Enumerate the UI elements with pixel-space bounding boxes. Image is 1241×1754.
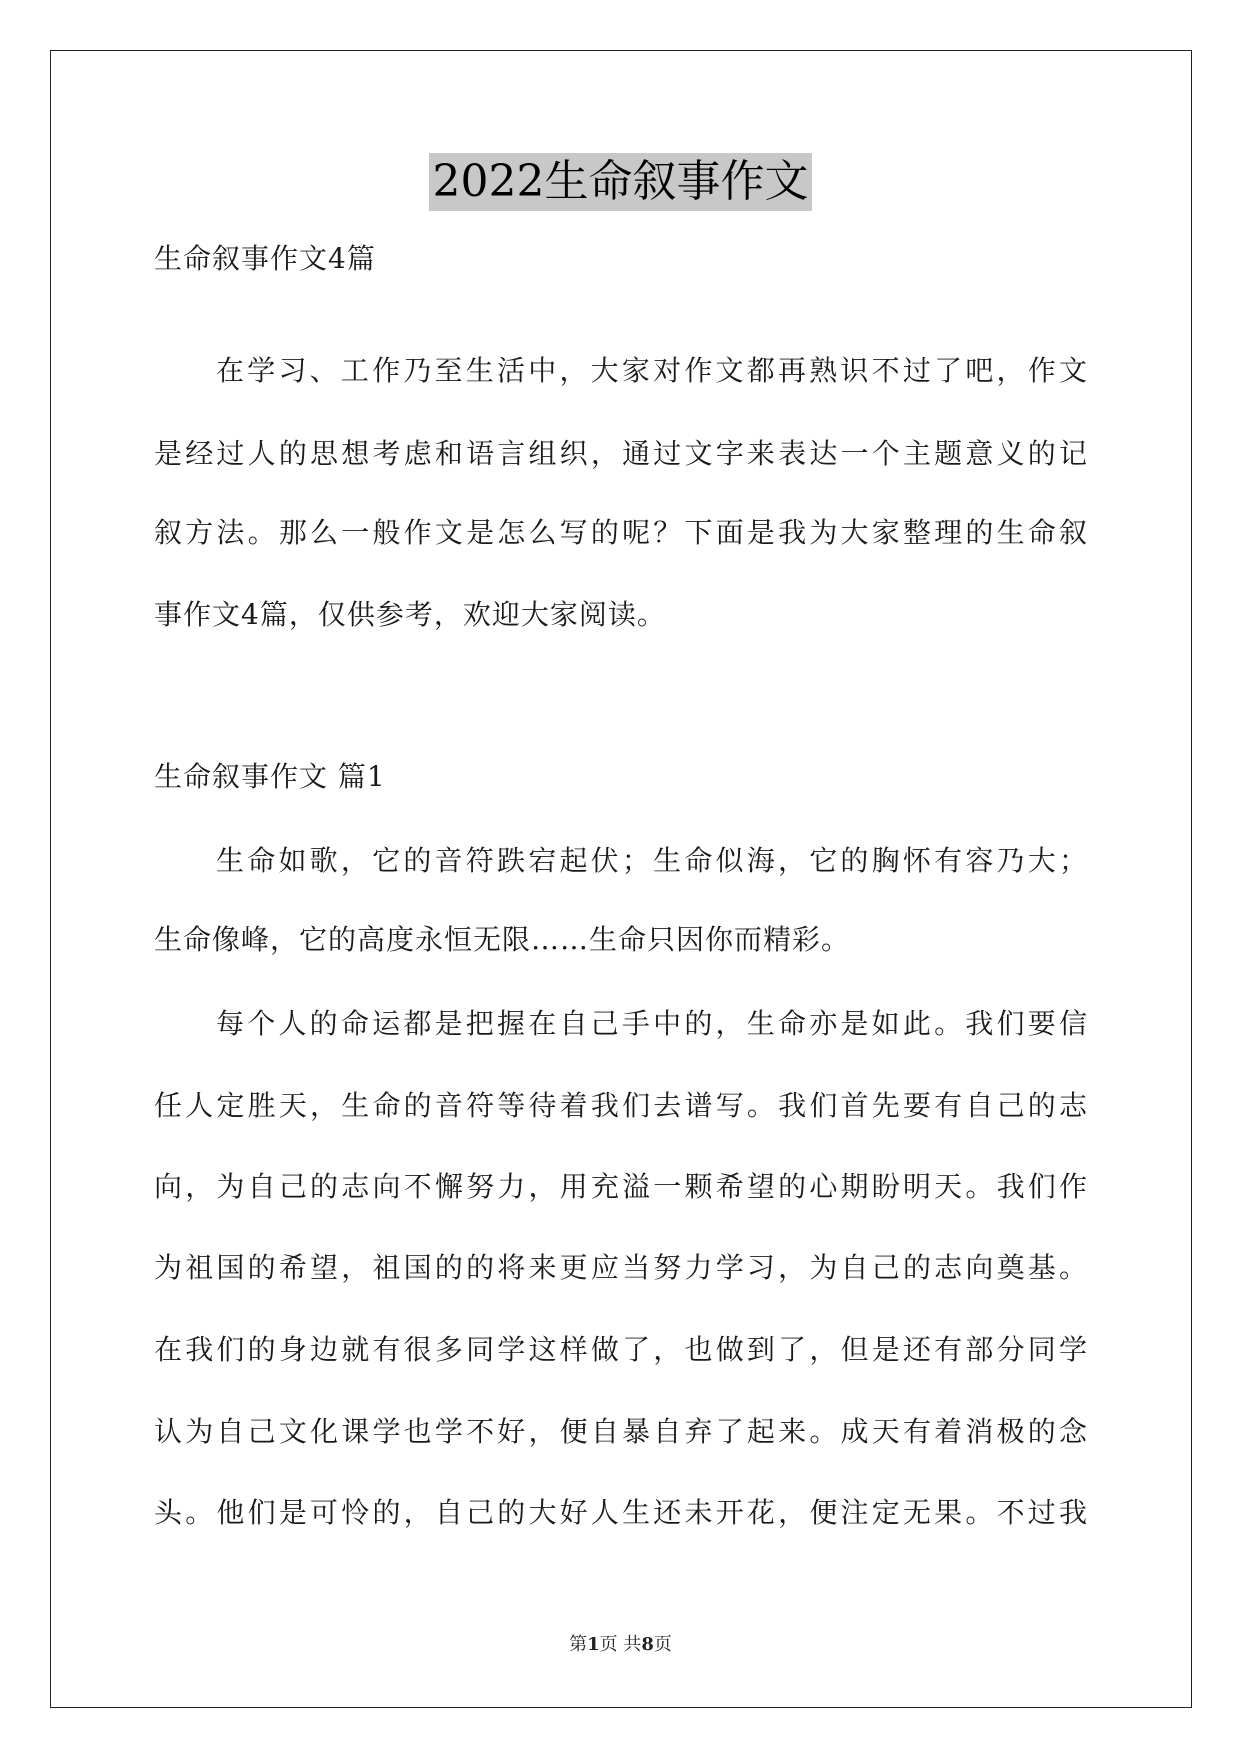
footer-mid: 页 共 (599, 1634, 642, 1655)
text-line: 生命像峰，它的高度永恒无限……生命只因你而精彩。 (154, 923, 851, 956)
text-line: 叙方法。那么一般作文是怎么写的呢？下面是我为大家整理的生命叙 (154, 516, 1088, 549)
footer-suffix: 页 (653, 1634, 672, 1655)
text-line: 生命叙事作文4篇 (154, 242, 376, 275)
document-title: 2022生命叙事作文 (429, 153, 813, 211)
text-line: 事作文4篇，仅供参考，欢迎大家阅读。 (154, 598, 666, 631)
page-footer (0, 1630, 1241, 1656)
text-line: 在我们的身边就有很多同学这样做了，也做到了，但是还有部分同学 (154, 1333, 1088, 1366)
title-container (0, 153, 1241, 211)
text-line: 是经过人的思想考虑和语言组织，通过文字来表达一个主题意义的记 (154, 437, 1088, 470)
footer-page-number: 1 (587, 1634, 600, 1655)
text-line: 生命如歌，它的音符跌宕起伏；生命似海，它的胸怀有容乃大； (216, 844, 1088, 877)
text-line: 任人定胜天，生命的音符等待着我们去谱写。我们首先要有自己的志 (154, 1089, 1088, 1122)
text-line: 认为自己文化课学也学不好，便自暴自弃了起来。成天有着消极的念 (154, 1415, 1088, 1448)
footer-total-pages: 8 (641, 1634, 654, 1655)
text-line: 为祖国的希望，祖国的的将来更应当努力学习，为自己的志向奠基。 (154, 1251, 1088, 1284)
text-line: 头。他们是可怜的，自己的大好人生还未开花，便注定无果。不过我 (154, 1496, 1088, 1529)
text-line: 在学习、工作乃至生活中，大家对作文都再熟识不过了吧，作文 (216, 354, 1088, 387)
page-border (50, 50, 1192, 1708)
footer-prefix: 第 (569, 1634, 588, 1655)
text-line: 生命叙事作文 篇1 (154, 760, 386, 793)
text-line: 每个人的命运都是把握在自己手中的，生命亦是如此。我们要信 (216, 1007, 1088, 1040)
text-line: 向，为自己的志向不懈努力，用充溢一颗希望的心期盼明天。我们作 (154, 1170, 1088, 1203)
